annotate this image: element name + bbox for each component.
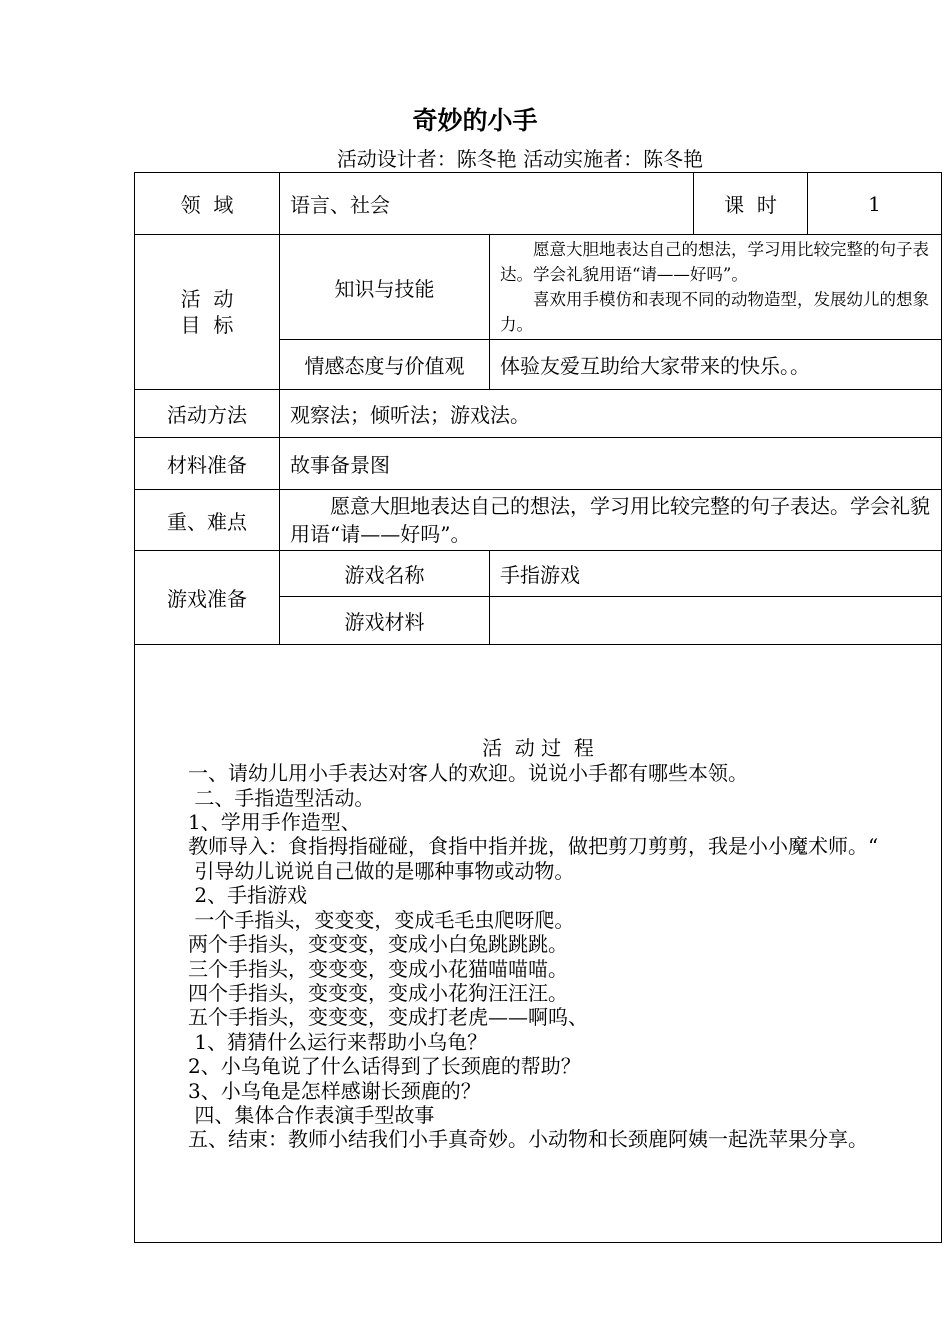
knowledge-label: 知识与技能 (280, 235, 490, 340)
process-line: 一、请幼儿用小手表达对客人的欢迎。说说小手都有哪些本领。 (188, 761, 748, 786)
process-line: 引导幼儿说说自己做的是哪种事物或动物。 (188, 858, 575, 883)
row-domain (135, 173, 942, 235)
domain-value: 语言、社会 (280, 173, 694, 235)
game-material-value (490, 597, 942, 645)
process-steps (135, 761, 941, 1152)
material-value: 故事备景图 (280, 438, 942, 490)
method-label: 活动方法 (135, 390, 280, 438)
process-line: 两个手指头，变变变，变成小白兔跳跳跳。 (188, 932, 568, 957)
emotion-value: 体验友爱互助给大家带来的快乐。。 (490, 340, 942, 390)
method-value: 观察法；倾听法；游戏法。 (280, 390, 942, 438)
period-label: 课 时 (694, 173, 808, 235)
row-key-points (135, 490, 942, 551)
knowledge-paragraph-1: 愿意大胆地表达自己的想法，学习用比较完整的句子表达。学会礼貌用语“请——好吗”。 (500, 240, 929, 284)
key-label: 重、难点 (135, 490, 280, 551)
process-line: 二、手指造型活动。 (188, 785, 375, 810)
domain-label: 领 域 (135, 173, 280, 235)
game-name-label: 游戏名称 (280, 551, 490, 597)
page-subtitle: 活动设计者：陈冬艳 活动实施者：陈冬艳 (336, 147, 704, 171)
goals-label-text: 活 动 目 标 (180, 287, 234, 337)
row-process (135, 645, 942, 1243)
process-line: 五个手指头，变变变，变成打老虎——啊呜、 (188, 1005, 588, 1030)
process-title: 活 动 过 程 (482, 736, 594, 761)
row-method (135, 390, 942, 438)
process-line: 1、学用手作造型、 (188, 810, 361, 835)
material-label: 材料准备 (135, 438, 280, 490)
period-value: 1 (808, 173, 942, 235)
process-line: 四个手指头，变变变，变成小花狗汪汪汪。 (188, 980, 568, 1005)
process-line: 2、手指游戏 (188, 883, 308, 908)
goals-label (135, 235, 280, 390)
knowledge-value (490, 235, 942, 340)
row-knowledge (135, 235, 942, 340)
page-title: 奇妙的小手 (412, 106, 538, 135)
process-line: 一个手指头，变变变，变成毛毛虫爬呀爬。 (188, 907, 575, 932)
process-line: 教师导入：食指拇指碰碰，食指中指并拢，做把剪刀剪剪，我是小小魔术师。“ (188, 834, 879, 859)
process-line: 三个手指头，变变变，变成小花猫喵喵喵。 (188, 956, 568, 981)
lesson-plan-table (134, 172, 942, 1243)
process-line: 四、集体合作表演手型故事 (188, 1102, 435, 1127)
process-line: 五、结束：教师小结我们小手真奇妙。小动物和长颈鹿阿姨一起洗苹果分享。 (188, 1127, 868, 1152)
row-material (135, 438, 942, 490)
process-line: 3、小乌龟是怎样感谢长颈鹿的？ (188, 1078, 481, 1103)
game-name-value: 手指游戏 (490, 551, 942, 597)
game-label: 游戏准备 (135, 551, 280, 645)
row-game-name (135, 551, 942, 597)
game-material-label: 游戏材料 (280, 597, 490, 645)
knowledge-paragraph-2: 喜欢用手模仿和表现不同的动物造型，发展幼儿的想象力。 (500, 290, 929, 334)
process-line: 2、小乌龟说了什么话得到了长颈鹿的帮助？ (188, 1054, 581, 1079)
key-value (280, 490, 942, 551)
process-line: 1、猜猜什么运行来帮助小乌龟？ (188, 1029, 488, 1054)
emotion-label: 情感态度与价值观 (280, 340, 490, 390)
key-paragraph: 愿意大胆地表达自己的想法，学习用比较完整的句子表达。学会礼貌用语“请——好吗”。 (290, 494, 930, 546)
process-cell (135, 645, 942, 1243)
